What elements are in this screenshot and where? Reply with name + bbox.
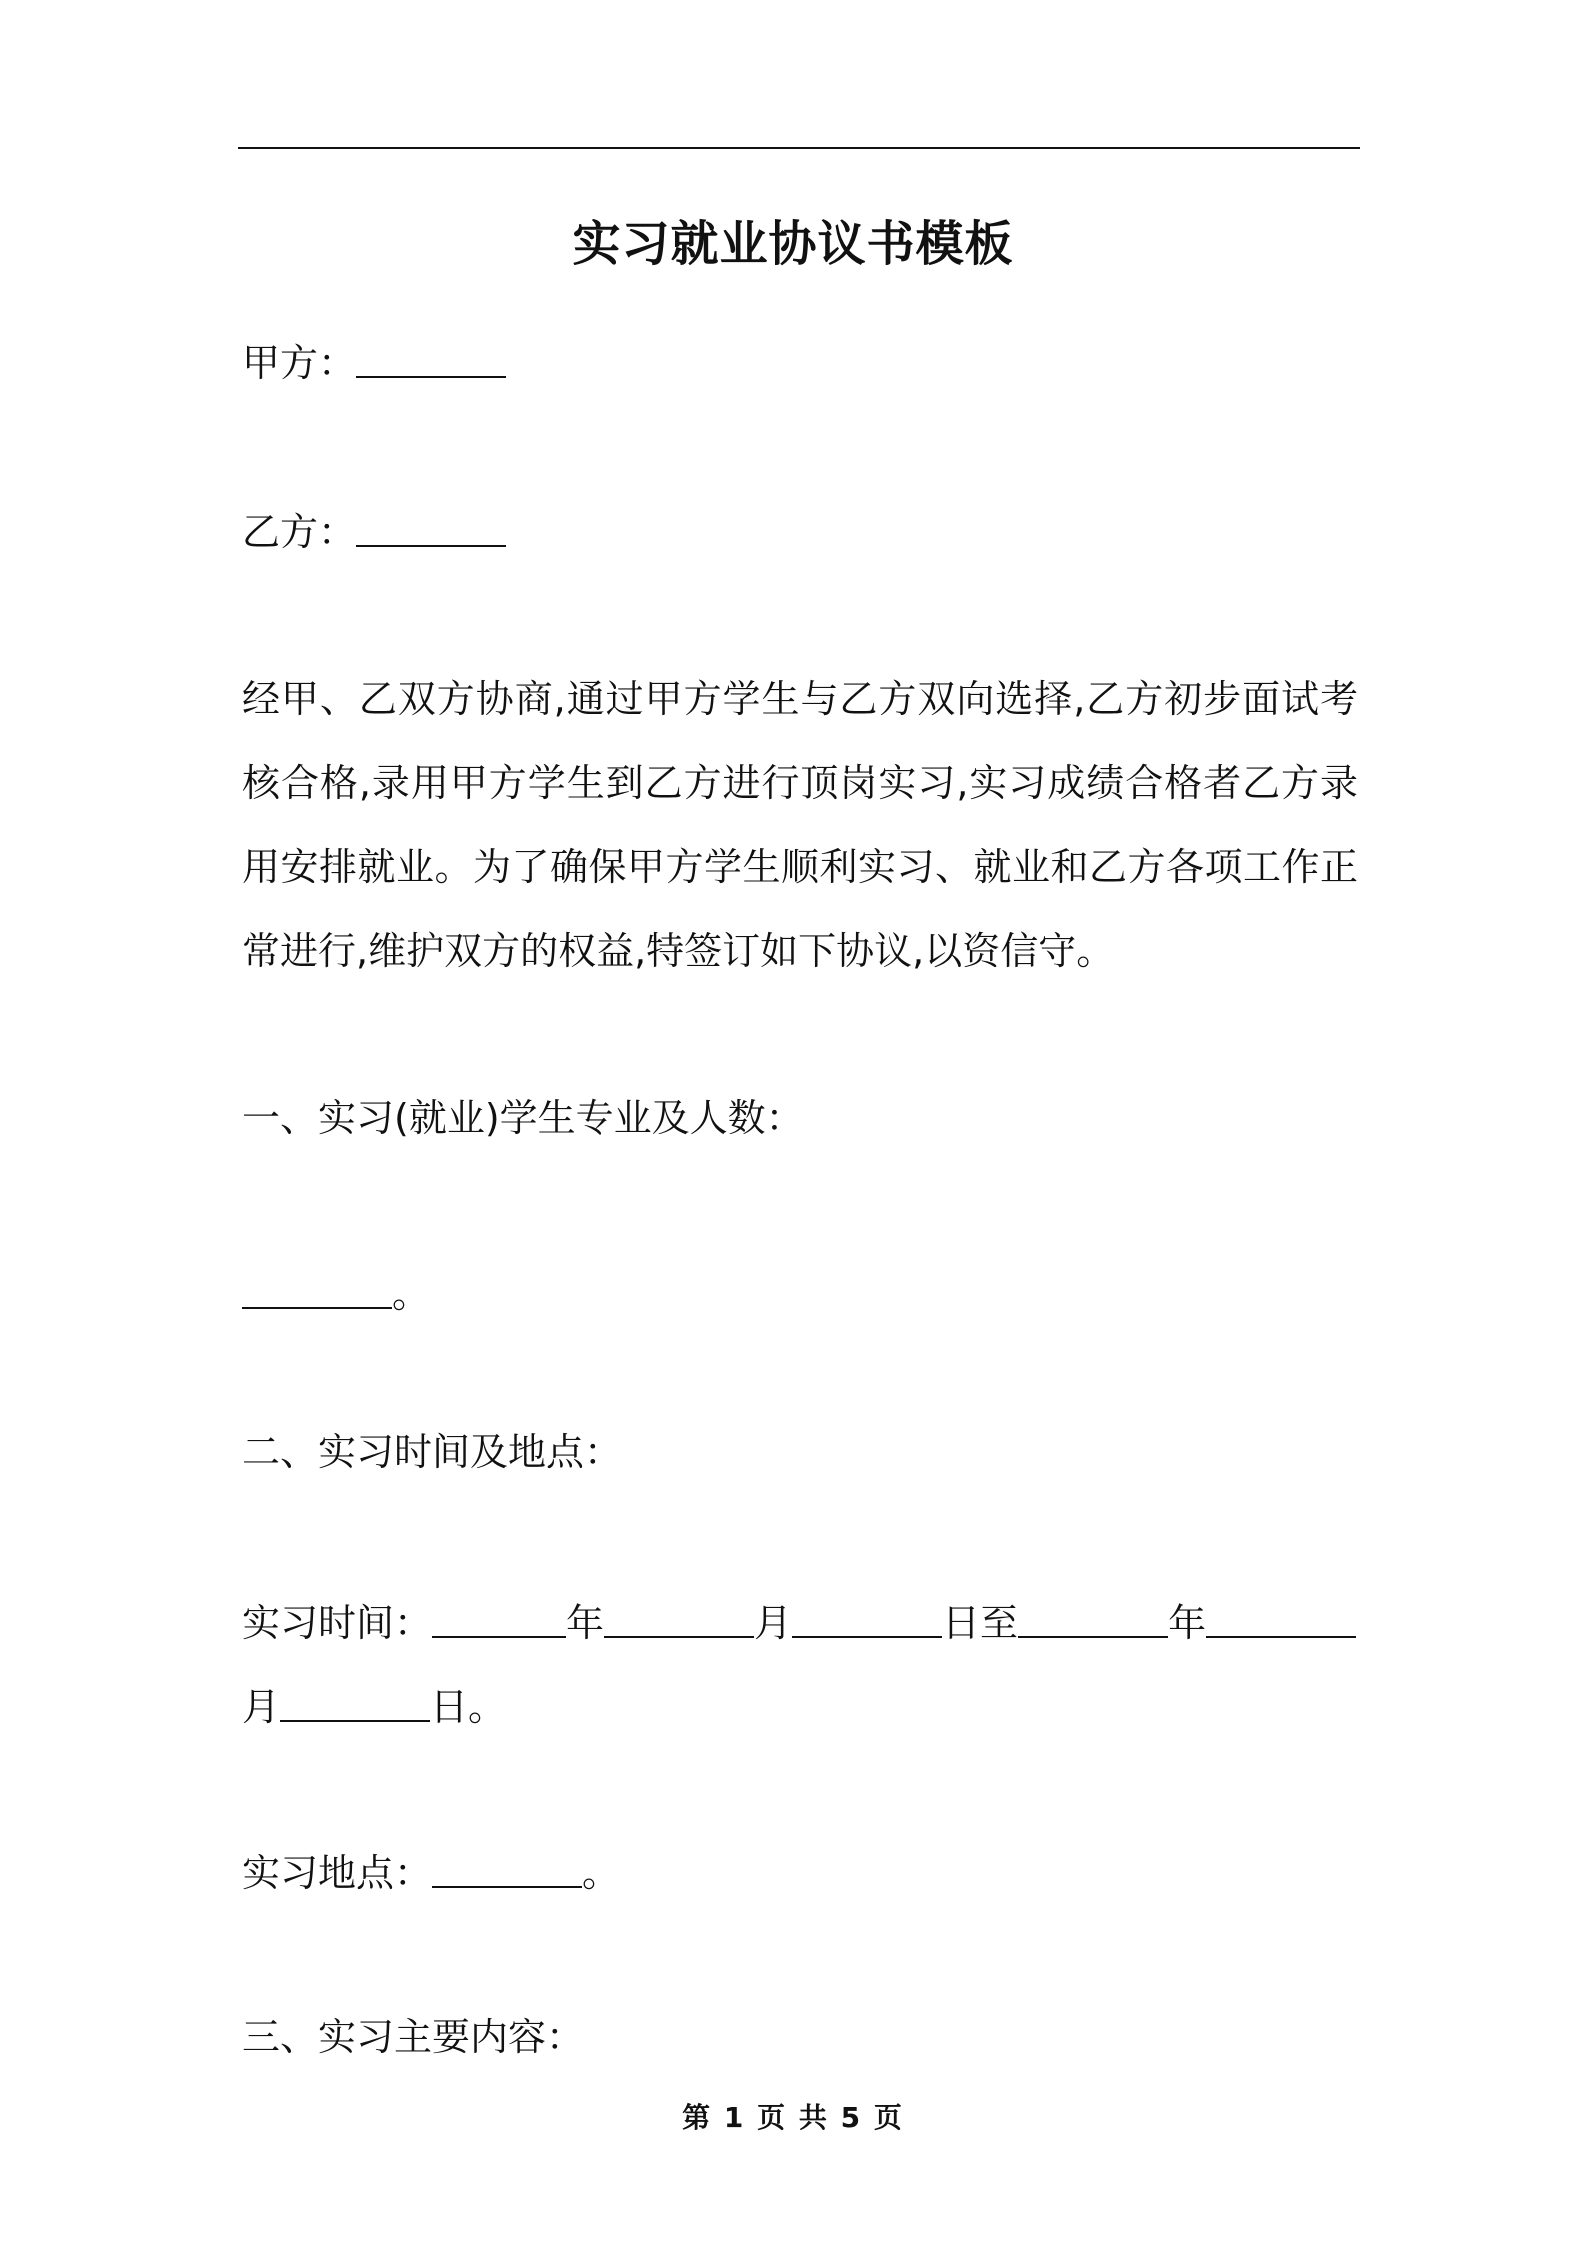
party-a-line — [242, 341, 506, 385]
day-to-label: 日至 — [942, 1601, 1019, 1645]
year-label: 年 — [566, 1601, 605, 1645]
section2-heading: 二、实习时间及地点： — [242, 1430, 623, 1474]
end-year-blank — [1018, 1602, 1168, 1638]
document-title: 实习就业协议书模板 — [572, 216, 1014, 272]
place-blank — [432, 1852, 582, 1888]
party-b-blank — [356, 511, 506, 547]
section1-heading: 一、实习(就业)学生专业及人数： — [242, 1096, 804, 1140]
start-day-blank — [792, 1602, 942, 1638]
day-end-label: 日。 — [430, 1685, 507, 1729]
party-a-blank — [356, 342, 506, 378]
end-month-blank — [1206, 1602, 1356, 1638]
section1-blank-suffix: 。 — [392, 1272, 431, 1316]
section3-heading: 三、实习主要内容： — [242, 2015, 585, 2059]
party-b-line — [242, 510, 506, 554]
year-label: 年 — [1168, 1601, 1207, 1645]
header-rule — [238, 147, 1360, 149]
month-label: 月 — [242, 1685, 281, 1729]
section1-blank — [242, 1273, 392, 1309]
place-suffix: 。 — [582, 1851, 621, 1895]
party-b-label: 乙方： — [242, 510, 357, 554]
internship-time-label: 实习时间： — [242, 1601, 433, 1645]
party-a-label: 甲方： — [242, 341, 357, 385]
intro-paragraph: 经甲、乙双方协商,通过甲方学生与乙方双向选择,乙方初步面试考核合格,录用甲方学生到乙方进行顶岗实习,实习成绩合格者乙方录用安排就业。为了确保甲方学生顺利实习、就业和乙方各项工作正常进行,维护双方的权益,特签订如下协议,以资信守。 — [242, 677, 1358, 973]
end-day-blank — [280, 1686, 430, 1722]
internship-time-line-2 — [242, 1685, 507, 1729]
month-label: 月 — [754, 1601, 793, 1645]
page-footer: 第 1 页 共 5 页 — [682, 2101, 904, 2134]
start-month-blank — [604, 1602, 754, 1638]
start-year-blank — [432, 1602, 566, 1638]
section1-blank-line — [242, 1272, 431, 1316]
internship-place-label: 实习地点： — [242, 1851, 433, 1895]
internship-place-line — [242, 1851, 621, 1895]
internship-time-line-1 — [242, 1601, 1356, 1645]
